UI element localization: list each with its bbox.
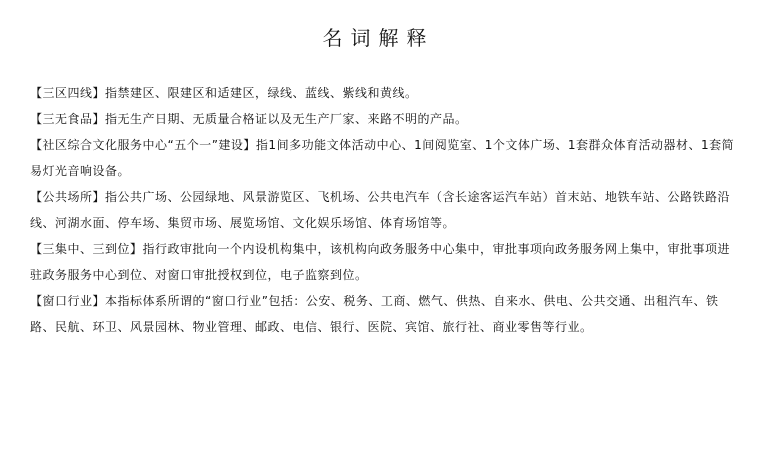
definition-three-no-food: 【三无食品】指无生产日期、无质量合格证以及无生产厂家、来路不明的产品。 [30,112,468,126]
definition-window-industries: 【窗口行业】本指标体系所谓的“窗口行业”包括：公安、税务、工商、燃气、供热、自来水、供电、公共交通、出租汽车、铁路、民航、环卫、风景园林、物业管理、邮政、电信、银行、医院、宾馆、旅行社、商业零售等行业。 [30,294,719,334]
definitions-list [30,80,740,340]
definition-community-culture-center: 【社区综合文化服务中心“五个一”建设】指1间多功能文体活动中心、1间阅览室、1个文体广场、1套群众体育活动器材、1套简易灯光音响设备。 [30,138,735,178]
definition-three-concentration: 【三集中、三到位】指行政审批向一个内设机构集中，该机构向政务服务中心集中，审批事项向政务服务网上集中，审批事项进驻政务服务中心到位、对窗口审批授权到位，电子监察到位。 [30,242,731,282]
page-title: 名词解释 [322,26,435,50]
definition-three-zones-four-lines: 【三区四线】指禁建区、限建区和适建区，绿线、蓝线、紫线和黄线。 [30,86,418,100]
definition-public-places: 【公共场所】指公共广场、公园绿地、风景游览区、飞机场、公共电汽车（含长途客运汽车站）首末站、地铁车站、公路铁路沿线、河湖水面、停车场、集贸市场、展览场馆、文化娱乐场馆、体育场馆等。 [30,190,731,230]
